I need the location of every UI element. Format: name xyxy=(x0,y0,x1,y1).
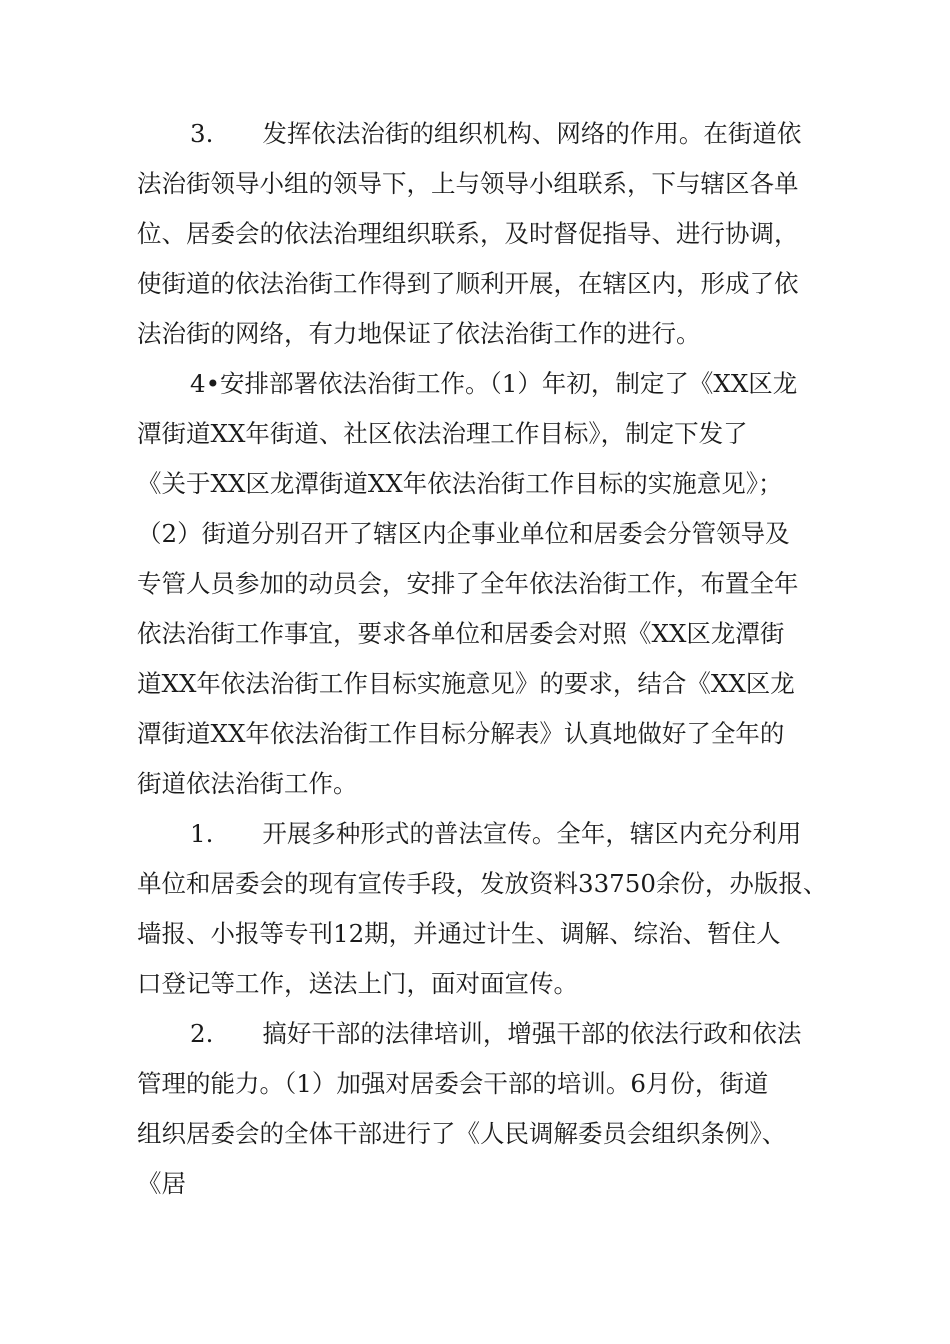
paragraph-3-line-5: 法治街的网络，有力地保证了依法治街工作的进行。 xyxy=(137,319,701,348)
paragraph-4-line-7: 道XX年依法治街工作目标实施意见》的要求，结合《XX区龙 xyxy=(137,669,795,698)
paragraph-1-line-3: 墙报、小报等专刊12期，并通过计生、调解、综治、暂住人 xyxy=(137,919,781,948)
paragraph-2-line-1: 2. 搞好干部的法律培训，增强干部的依法行政和依法 xyxy=(190,1019,802,1048)
paragraph-4-line-8: 潭街道XX年依法治街工作目标分解表》认真地做好了全年的 xyxy=(137,719,785,748)
paragraph-2-line-4: 《居 xyxy=(137,1169,186,1198)
paragraph-1-line-4: 口登记等工作，送法上门，面对面宣传。 xyxy=(137,969,578,998)
paragraph-4-line-3: 《关于XX区龙潭街道XX年依法治街工作目标的实施意见》； xyxy=(137,469,783,498)
paragraph-4-line-9: 街道依法治街工作。 xyxy=(137,769,358,798)
paragraph-4-line-2: 潭街道XX年街道、社区依法治理工作目标》，制定下发了 xyxy=(137,419,748,448)
paragraph-4-line-6: 依法治街工作事宜，要求各单位和居委会对照《XX区龙潭街 xyxy=(137,619,785,648)
paragraph-3-line-2: 法治街领导小组的领导下，上与领导小组联系，下与辖区各单 xyxy=(137,169,799,198)
paragraph-4-line-5: 专管人员参加的动员会，安排了全年依法治街工作，布置全年 xyxy=(137,569,799,598)
paragraph-3-line-4: 使街道的依法治街工作得到了顺利开展，在辖区内，形成了依 xyxy=(137,269,799,298)
paragraph-2-line-3: 组织居委会的全体干部进行了《人民调解委员会组织条例》、 xyxy=(137,1119,787,1148)
paragraph-3-line-1: 3. 发挥依法治街的组织机构、网络的作用。在街道依 xyxy=(190,119,802,148)
paragraph-1-line-2: 单位和居委会的现有宣传手段，发放资料33750余份，办版报、 xyxy=(137,869,828,898)
paragraph-1-line-1: 1. 开展多种形式的普法宣传。全年，辖区内充分利用 xyxy=(190,819,802,848)
paragraph-2-line-2: 管理的能力。（1）加强对居委会干部的培训。6月份，街道 xyxy=(137,1069,769,1098)
paragraph-3-line-3: 位、居委会的依法治理组织联系，及时督促指导、进行协调， xyxy=(137,219,799,248)
paragraph-4-line-1: 4•安排部署依法治街工作。（1）年初，制定了《XX区龙 xyxy=(190,369,798,398)
paragraph-4-line-4: （2）街道分别召开了辖区内企事业单位和居委会分管领导及 xyxy=(137,519,790,548)
